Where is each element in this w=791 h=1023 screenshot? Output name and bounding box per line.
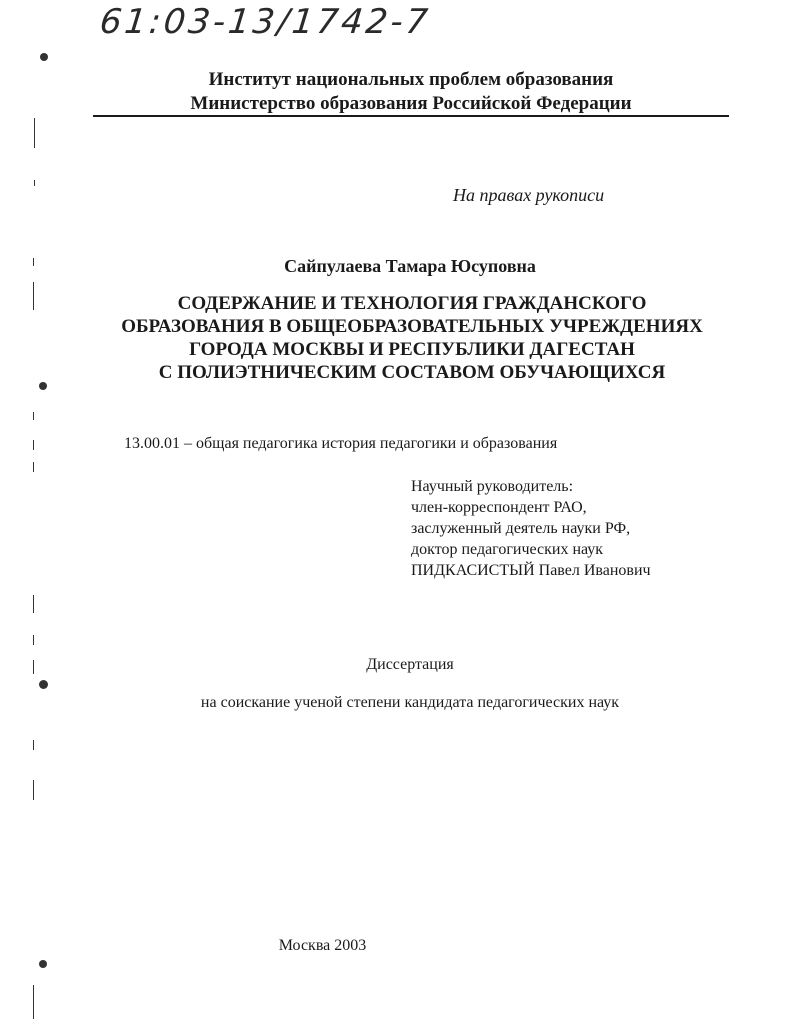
header-divider bbox=[93, 115, 729, 117]
supervisor-heading: Научный руководитель: bbox=[411, 478, 574, 495]
institution-header bbox=[93, 68, 729, 116]
manuscript-rights: На правах рукописи bbox=[453, 185, 605, 205]
scan-margin-mark bbox=[33, 440, 34, 450]
title-line: С ПОЛИЭТНИЧЕСКИМ СОСТАВОМ ОБУЧАЮЩИХСЯ bbox=[158, 362, 666, 383]
title-line: СОДЕРЖАНИЕ И ТЕХНОЛОГИЯ ГРАЖДАНСКОГО bbox=[177, 293, 647, 314]
title-line: ОБРАЗОВАНИЯ В ОБЩЕОБРАЗОВАТЕЛЬНЫХ УЧРЕЖДЕНИЯХ bbox=[121, 316, 703, 337]
supervisor-name: ПИДКАСИСТЫЙ Павел Иванович bbox=[411, 562, 651, 579]
dissertation-title bbox=[92, 292, 732, 384]
scan-margin-mark bbox=[33, 780, 34, 800]
supervisor-line: доктор педагогических наук bbox=[411, 541, 604, 558]
degree-statement: на соискание ученой степени кандидата педагогических наук bbox=[200, 694, 620, 711]
scan-margin-mark bbox=[34, 180, 35, 186]
scan-margin-mark bbox=[33, 412, 34, 420]
scan-margin-mark bbox=[33, 660, 34, 674]
title-line: ГОРОДА МОСКВЫ И РЕСПУБЛИКИ ДАГЕСТАН bbox=[189, 339, 635, 360]
scan-margin-mark bbox=[39, 680, 48, 689]
supervisor-line: заслуженный деятель науки РФ, bbox=[411, 520, 631, 537]
institution-name: Институт национальных проблем образования bbox=[208, 69, 614, 90]
specialty-code: 13.00.01 – общая педагогика история педагогики и образования bbox=[124, 435, 558, 452]
scan-margin-mark bbox=[33, 258, 34, 266]
scan-margin-mark bbox=[33, 595, 34, 613]
archive-code-handwritten: 61:03-13/1742-7 bbox=[97, 2, 433, 42]
document-type: Диссертация bbox=[366, 656, 454, 673]
scan-margin-mark bbox=[33, 985, 34, 1019]
scan-margin-mark bbox=[40, 53, 48, 61]
city-year: Москва 2003 bbox=[278, 937, 367, 954]
scan-margin-mark bbox=[39, 960, 47, 968]
scan-margin-mark bbox=[39, 382, 47, 390]
scan-margin-mark bbox=[33, 635, 34, 645]
scan-margin-mark bbox=[34, 118, 35, 148]
scan-margin-mark bbox=[33, 740, 34, 750]
ministry-name: Министерство образования Российской Федерации bbox=[190, 93, 632, 114]
supervisor-line: член-корреспондент РАО, bbox=[411, 499, 587, 516]
author-name: Сайпулаева Тамара Юсуповна bbox=[284, 256, 536, 276]
supervisor-block bbox=[411, 476, 651, 581]
scan-margin-mark bbox=[33, 282, 34, 310]
scan-margin-mark bbox=[33, 462, 34, 472]
